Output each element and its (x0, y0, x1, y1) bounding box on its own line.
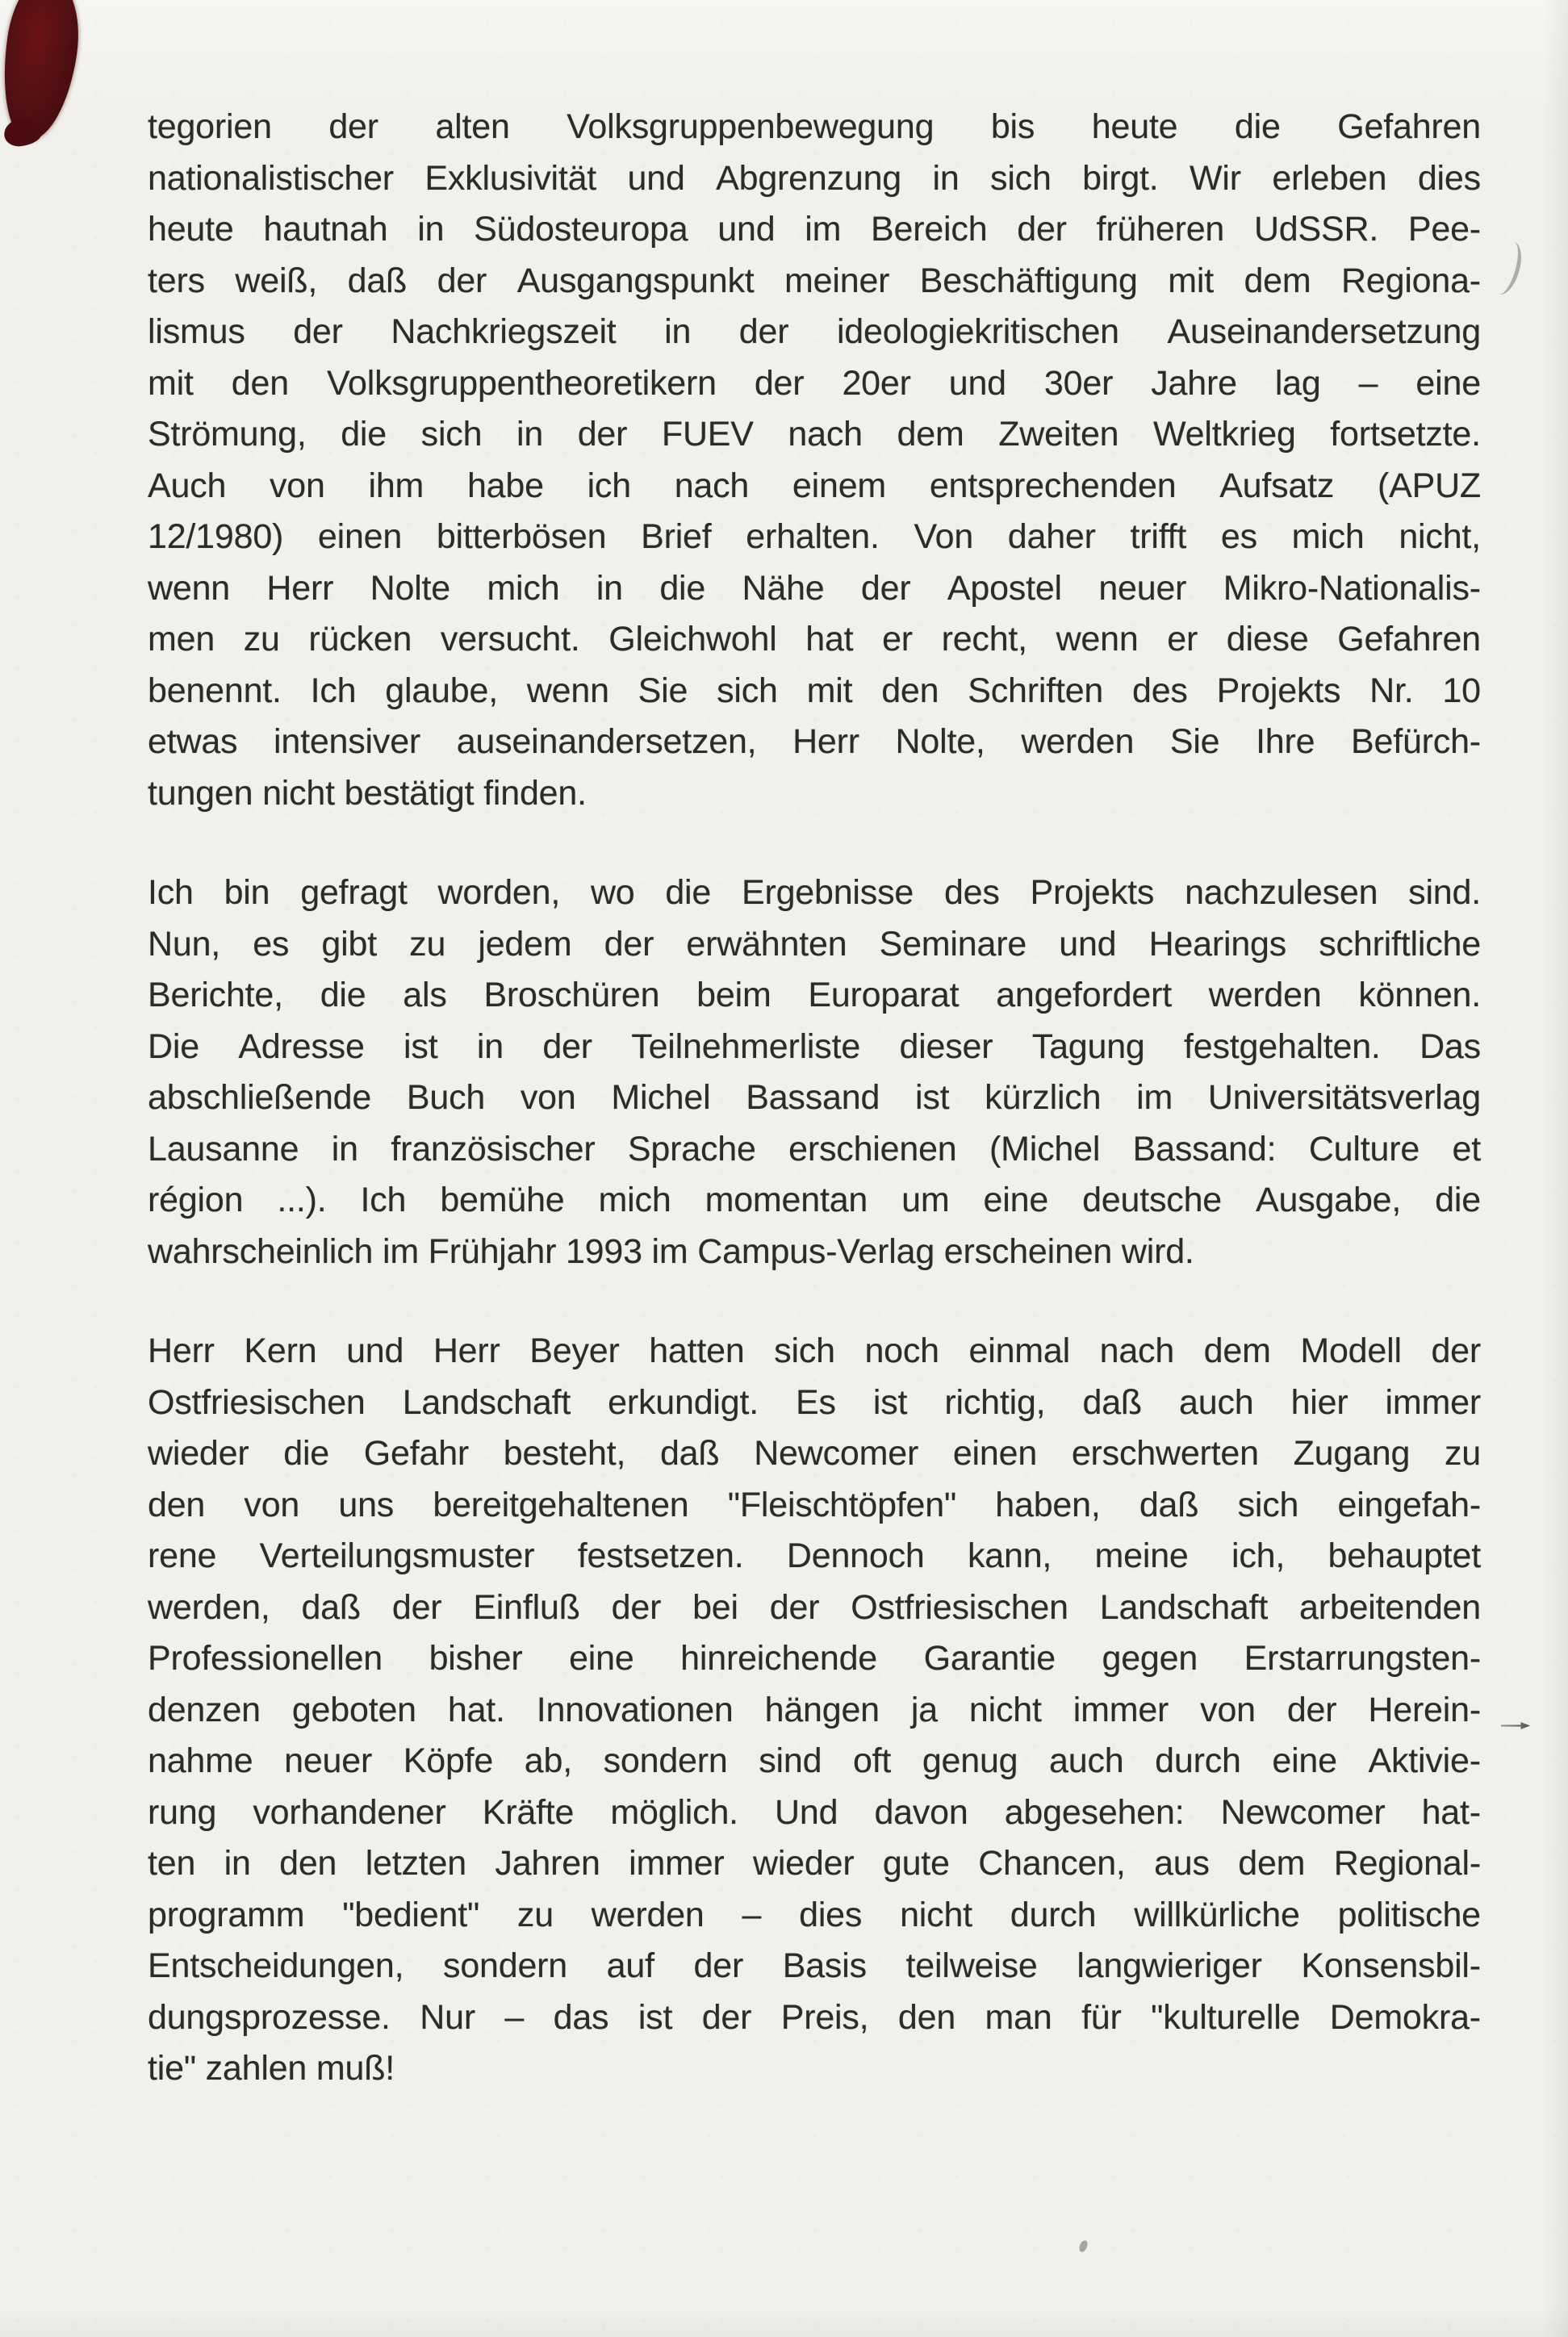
text-line: Professionellen bisher eine hinreichende Garantie gegen Erstarrungsten- (148, 1639, 1481, 1678)
text-line: wenn Herr Nolte mich in die Nähe der Apostel neuer Mikro-Nationalis- (148, 568, 1481, 608)
text-line: etwas intensiver auseinandersetzen, Herr Nolte, werden Sie Ihre Befürch- (148, 722, 1481, 761)
text-line: denzen geboten hat. Innovationen hängen ja nicht immer von der Herein- (148, 1690, 1481, 1729)
scratch-mark-artifact (1486, 238, 1526, 298)
text-line: heute hautnah in Südosteuropa und im Bereich der früheren UdSSR. Pee- (148, 210, 1481, 249)
text-line: men zu rücken versucht. Gleichwohl hat er recht, wenn er diese Gefahren (148, 620, 1481, 658)
paragraph (148, 867, 1481, 1277)
scan-edge-shadow-right (1544, 0, 1568, 2337)
text-line: région ...). Ich bemühe mich momentan um eine deutsche Ausgabe, die (148, 1181, 1481, 1219)
text-line: lismus der Nachkriegszeit in der ideologiekritischen Auseinandersetzung (148, 312, 1481, 351)
text-line: Ostfriesischen Landschaft erkundigt. Es ist richtig, daß auch hier immer (148, 1382, 1481, 1422)
text-line: Auch von ihm habe ich nach einem entsprechenden Aufsatz (APUZ (148, 466, 1481, 505)
text-line: Lausanne in französischer Sprache erschienen (Michel Bassand: Culture et (148, 1129, 1481, 1168)
text-line: den von uns bereitgehaltenen "Fleischtöpfen" haben, daß sich eingefah- (148, 1485, 1481, 1524)
text-line: wieder die Gefahr besteht, daß Newcomer einen erschwerten Zugang zu (148, 1434, 1481, 1473)
ink-stain-artifact (0, 0, 87, 145)
text-line: Strömung, die sich in der FUEV nach dem Zweiten Weltkrieg fortsetzte. (148, 415, 1481, 454)
text-line: programm "bedient" zu werden – dies nicht durch willkürliche politische (148, 1895, 1481, 1934)
text-line: nahme neuer Köpfe ab, sondern sind oft genug auch durch eine Aktivie- (148, 1741, 1481, 1780)
text-line: ten in den letzten Jahren immer wieder gute Chancen, aus dem Regional- (148, 1844, 1481, 1883)
text-line: Nun, es gibt zu jedem der erwähnten Seminare und Hearings schriftliche (148, 924, 1481, 964)
text-line: tegorien der alten Volksgruppenbewegung bis heute die Gefahren (148, 107, 1481, 146)
text-line: Ich bin gefragt worden, wo die Ergebnisse des Projekts nachzulesen sind. (148, 873, 1481, 912)
speck-artifact (1078, 2239, 1089, 2253)
paragraph (148, 1326, 1481, 2095)
text-line: tie" zahlen muß! (148, 2049, 395, 2088)
text-line: wahrscheinlich im Frühjahr 1993 im Campus-Verlag erscheinen wird. (148, 1231, 1194, 1271)
scan-edge-shadow-bottom (0, 2305, 1568, 2337)
text-line: tungen nicht bestätigt finden. (148, 773, 587, 813)
page-text (148, 102, 1481, 2095)
text-line: Entscheidungen, sondern auf der Basis teilweise langwieriger Konsensbil- (148, 1946, 1481, 1985)
text-line: 12/1980) einen bitterbösen Brief erhalten. Von daher trifft es mich nicht, (148, 517, 1481, 556)
text-line: werden, daß der Einfluß der bei der Ostfriesischen Landschaft arbeitenden (148, 1587, 1481, 1627)
text-line: dungsprozesse. Nur – das ist der Preis, den man für "kulturelle Demokra- (148, 1997, 1481, 2037)
text-line: rene Verteilungsmuster festsetzen. Dennoch kann, meine ich, behauptet (148, 1536, 1481, 1575)
text-line: ters weiß, daß der Ausgangspunkt meiner Beschäftigung mit dem Regiona- (148, 261, 1481, 300)
text-line: Berichte, die als Broschüren beim Europarat angefordert werden können. (148, 976, 1481, 1014)
text-line: Herr Kern und Herr Beyer hatten sich noch einmal nach dem Modell der (148, 1332, 1481, 1370)
text-line: rung vorhandener Kräfte möglich. Und davon abgesehen: Newcomer hat- (148, 1792, 1481, 1832)
text-line: mit den Volksgruppentheoretikern der 20er und 30er Jahre lag – eine (148, 363, 1481, 403)
paragraph (148, 102, 1481, 819)
pen-mark-artifact (1501, 1722, 1530, 1729)
text-line: nationalistischer Exklusivität und Abgrenzung in sich birgt. Wir erleben dies (148, 158, 1481, 198)
text-line: benennt. Ich glaube, wenn Sie sich mit den Schriften des Projekts Nr. 10 (148, 671, 1481, 710)
text-line: abschließende Buch von Michel Bassand ist kürzlich im Universitätsverlag (148, 1078, 1481, 1117)
text-line: Die Adresse ist in der Teilnehmerliste dieser Tagung festgehalten. Das (148, 1026, 1481, 1066)
